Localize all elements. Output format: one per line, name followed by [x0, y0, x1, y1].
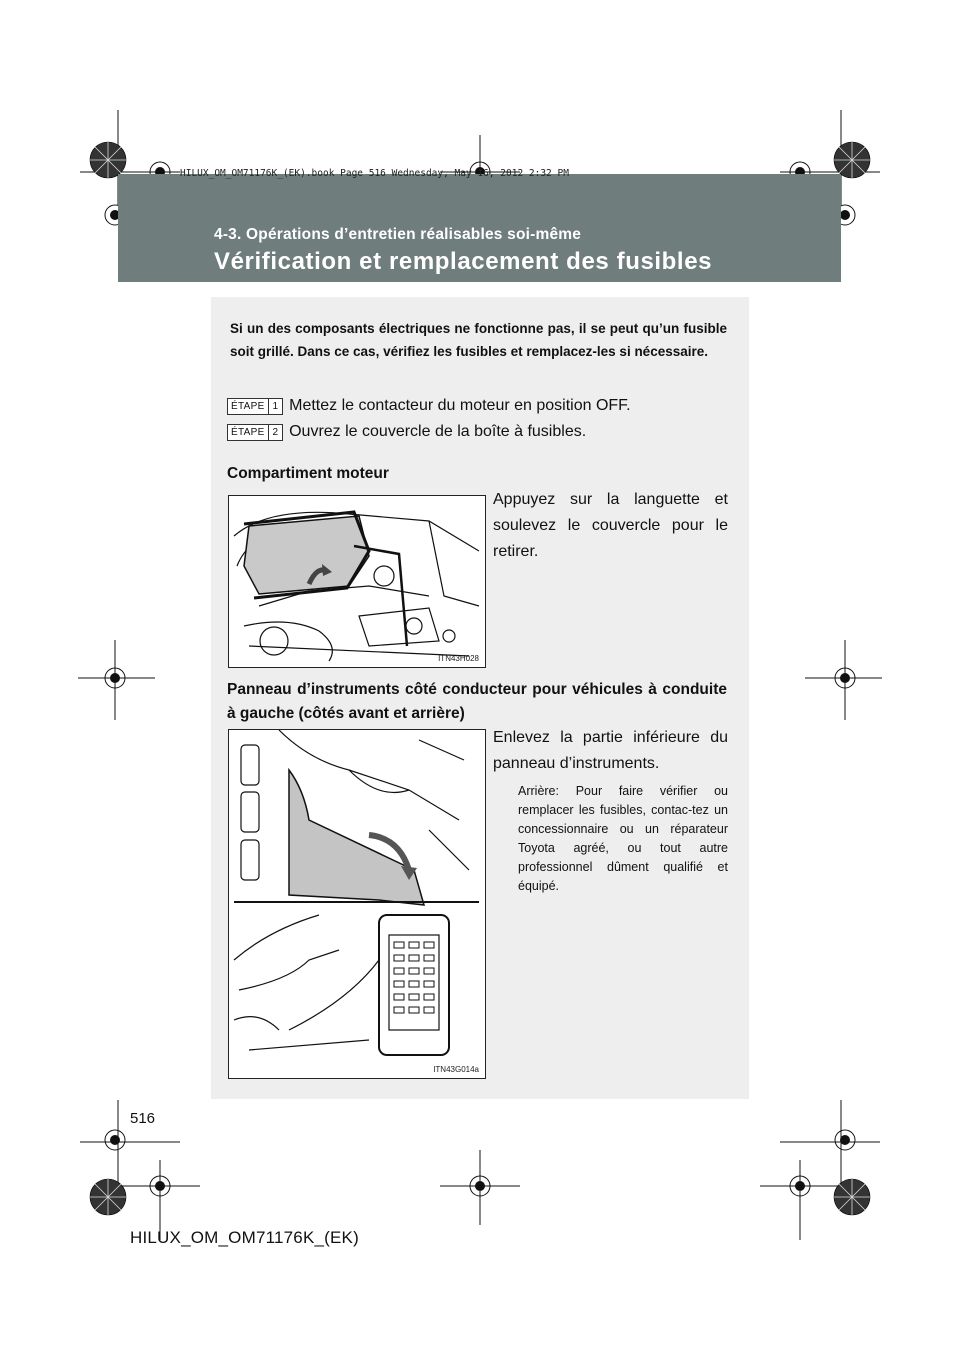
- step-text: Mettez le contacteur du moteur en position OFF.: [289, 397, 631, 414]
- panel-figure: [228, 729, 486, 1079]
- step-2: [227, 423, 586, 441]
- step-badge: [227, 424, 283, 441]
- step-badge-number: 2: [272, 426, 279, 438]
- page-number: 516: [130, 1110, 156, 1127]
- panel-heading: Panneau d’instruments côté conducteur pour véhicules à conduite à gauche (côtés avant et arrière): [227, 681, 727, 722]
- step-1: [227, 397, 631, 415]
- intro-text: Si un des composants électriques ne fonctionne pas, il se peut qu’un fusible soit grillé. Dans ce cas, vérifiez les fusibles et remplacez-les si nécessaire.: [230, 321, 727, 359]
- print-stamp: HILUX_OM_OM71176K_(EK).book Page 516 Wednesday, May 16, 2012 2:32 PM: [180, 168, 569, 179]
- step-badge-word: ÉTAPE: [228, 425, 269, 440]
- section-header: [118, 174, 841, 282]
- content-panel: [211, 297, 749, 1099]
- engine-instruction: Appuyez sur la languette et soulevez le couvercle pour le retirer.: [493, 491, 728, 560]
- step-badge-number: 1: [272, 400, 279, 412]
- page-title: Vérification et remplacement des fusibles: [214, 248, 713, 275]
- engine-compartment-illustration: [229, 496, 485, 667]
- figure-code: ITN43H028: [438, 654, 479, 663]
- engine-heading: Compartiment moteur: [227, 465, 389, 482]
- figure-code: ITN43G014a: [433, 1065, 479, 1074]
- instrument-panel-illustration: [229, 730, 485, 1078]
- document-footer: HILUX_OM_OM71176K_(EK): [130, 1228, 359, 1247]
- step-badge: [227, 398, 283, 415]
- section-label: 4-3. Opérations d’entretien réalisables soi-même: [214, 226, 582, 243]
- panel-rear-note: Arrière: Pour faire vérifier ou remplacer les fusibles, contac-tez un concessionnaire ou un réparateur Toyota agréé, ou tout autre professionnel dûment qualifié et équipé.: [518, 784, 728, 893]
- step-text: Ouvrez le couvercle de la boîte à fusibles.: [289, 423, 587, 440]
- panel-instruction: Enlevez la partie inférieure du panneau d’instruments.: [493, 729, 728, 772]
- engine-figure: [228, 495, 486, 668]
- step-badge-word: ÉTAPE: [228, 399, 269, 414]
